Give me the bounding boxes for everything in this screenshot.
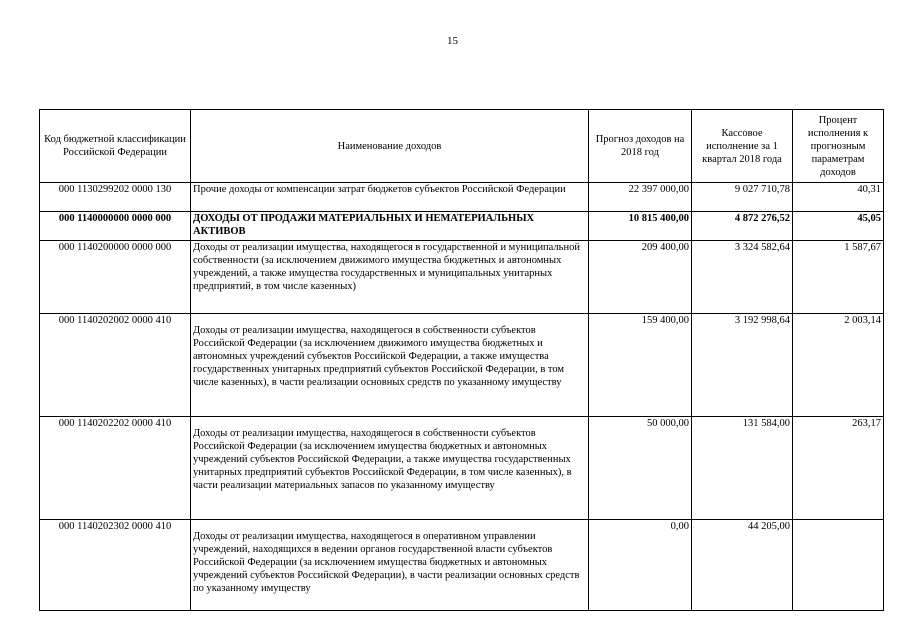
row-forecast: 209 400,00 <box>589 241 692 314</box>
row-forecast: 10 815 400,00 <box>589 212 692 241</box>
row-cash: 9 027 710,78 <box>692 183 793 212</box>
row-name <box>191 314 589 417</box>
header-cash: Кассовое исполнение за 1 квартал 2018 года <box>692 110 793 183</box>
row-code: 000 1140202302 0000 410 <box>40 520 191 611</box>
row-cash: 3 192 998,64 <box>692 314 793 417</box>
row-name-text: Доходы от реализации имущества, находящегося в оперативном управлении учреждений, находящихся в ведении органов государственной власти субъектов Российской Федерации (за исключением имущества бюджетных и автономных учреждений субъектов Российской Федерации), в части реализации основных средств по указанному имуществу <box>193 531 580 594</box>
table-row <box>40 212 884 241</box>
revenue-table <box>39 109 884 611</box>
row-name <box>191 417 589 520</box>
header-code: Код бюджетной классификации Российской Федерации <box>40 110 191 183</box>
row-name <box>191 520 589 611</box>
row-forecast: 159 400,00 <box>589 314 692 417</box>
row-percent: 1 587,67 <box>793 241 884 314</box>
page-number: 15 <box>447 35 458 47</box>
row-percent <box>793 520 884 611</box>
row-code: 000 1140000000 0000 000 <box>40 212 191 241</box>
row-cash: 131 584,00 <box>692 417 793 520</box>
header-forecast: Прогноз доходов на 2018 год <box>589 110 692 183</box>
table-row <box>40 520 884 611</box>
row-forecast: 50 000,00 <box>589 417 692 520</box>
row-code: 000 1130299202 0000 130 <box>40 183 191 212</box>
row-name-text: Доходы от реализации имущества, находящегося в собственности субъектов Российской Федерации (за исключением имущества бюджетных и автономных учреждений субъектов Российской Федерации, а также имущества государственных унитарных предприятий субъектов Российской Федерации, в том числе казенных), в части реализации материальных запасов по указанному имуществу <box>193 428 572 491</box>
row-percent: 2 003,14 <box>793 314 884 417</box>
table-row <box>40 241 884 314</box>
header-name: Наименование доходов <box>191 110 589 183</box>
row-name-text: ДОХОДЫ ОТ ПРОДАЖИ МАТЕРИАЛЬНЫХ И НЕМАТЕРИАЛЬНЫХ АКТИВОВ <box>193 213 535 237</box>
row-code: 000 1140202002 0000 410 <box>40 314 191 417</box>
row-name-text: Доходы от реализации имущества, находящегося в государственной и муниципальной собственности (за исключением движимого имущества бюджетных и автономных учреждений, а также имущества государственных и муниципальных унитарных предприятий, в том числе казенных) <box>193 242 580 292</box>
row-cash: 44 205,00 <box>692 520 793 611</box>
row-percent: 263,17 <box>793 417 884 520</box>
row-percent: 45,05 <box>793 212 884 241</box>
table-header-row <box>40 110 884 183</box>
row-code: 000 1140200000 0000 000 <box>40 241 191 314</box>
header-percent: Процент исполнения к прогнозным параметрам доходов <box>793 110 884 183</box>
row-percent: 40,31 <box>793 183 884 212</box>
row-cash: 4 872 276,52 <box>692 212 793 241</box>
row-name <box>191 183 589 212</box>
row-name-text: Прочие доходы от компенсации затрат бюджетов субъектов Российской Федерации <box>193 184 566 195</box>
table-row <box>40 183 884 212</box>
row-forecast: 0,00 <box>589 520 692 611</box>
row-name-text: Доходы от реализации имущества, находящегося в собственности субъектов Российской Федерации (за исключением движимого имущества бюджетных и автономных учреждений субъектов Российской Федерации, а также имущества государственных унитарных предприятий субъектов Российской Федерации, в том числе казенных), в части реализации основных средств по указанному имуществу <box>193 325 565 388</box>
row-forecast: 22 397 000,00 <box>589 183 692 212</box>
row-code: 000 1140202202 0000 410 <box>40 417 191 520</box>
row-name <box>191 241 589 314</box>
row-name <box>191 212 589 241</box>
table-row <box>40 417 884 520</box>
row-cash: 3 324 582,64 <box>692 241 793 314</box>
table-row <box>40 314 884 417</box>
